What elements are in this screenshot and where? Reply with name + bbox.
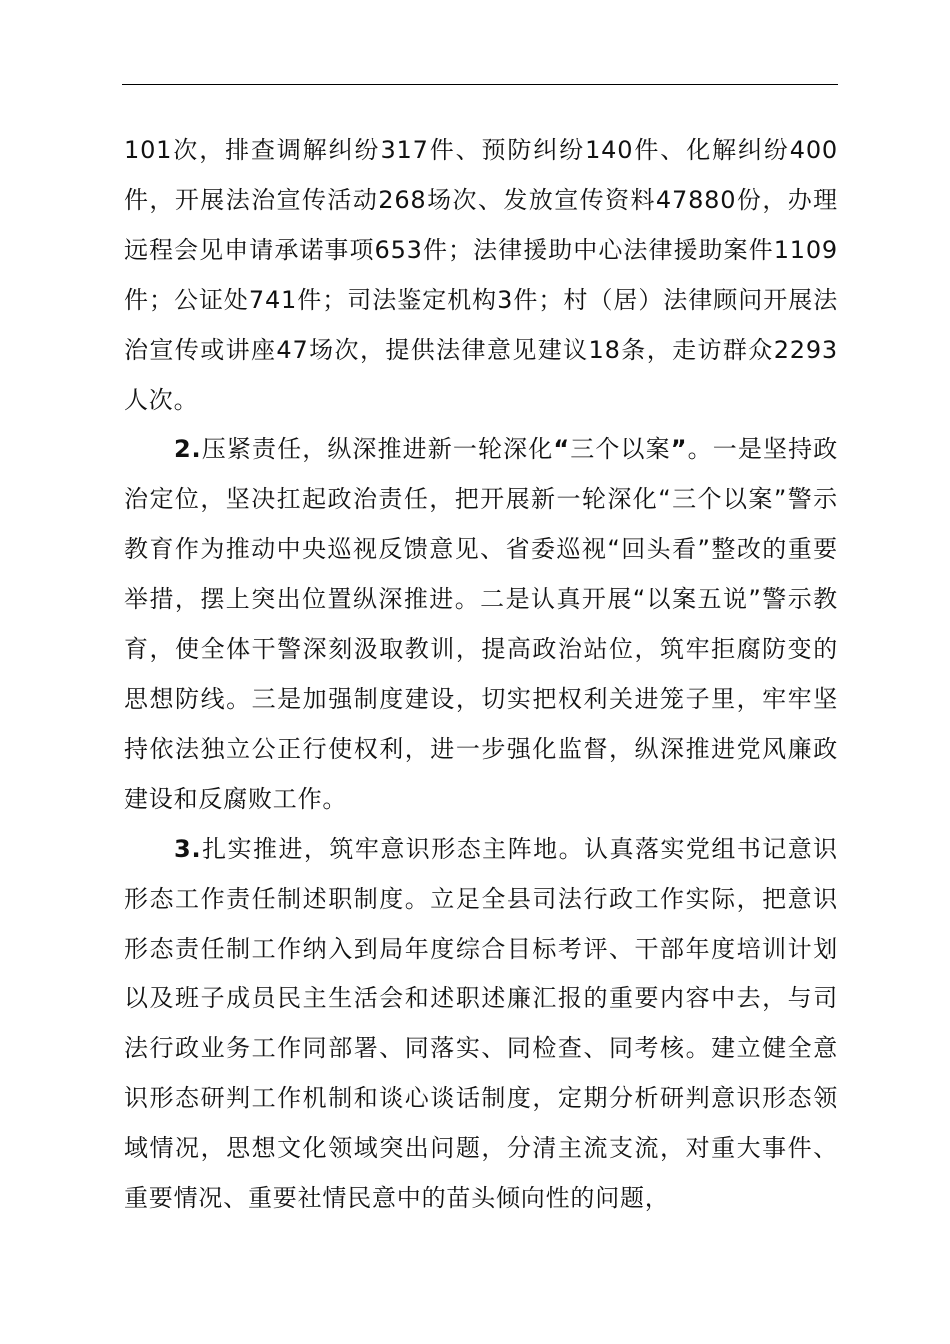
paragraph-3-heading: 扎实推进，筑牢意识形态主阵地 <box>201 834 559 863</box>
paragraph-2-quoted-term: 三个以案 <box>569 435 671 464</box>
paragraph-2-heading <box>201 435 687 463</box>
paragraph-2-open-quote: “ <box>553 435 570 464</box>
paragraph-3-body: 。认真落实党组书记意识形态工作责任制述职制度。立足全县司法行政工作实际，把意识形态责任制工作纳入到局年度综合目标考评、干部年度培训计划以及班子成员民主生活会和述职述廉汇报的重要内容中去，与司法行政业务工作同部署、同落实、同检查、同考核。建立健全意识形态研判工作机制和谈心谈话制度，定期分析研判意识形态领域情况，思想文化领域突出问题，分清主流支流，对重大事件、重要情况、重要社情民意中的苗头倾向性的问题， <box>124 834 838 1213</box>
header-rule <box>122 84 838 85</box>
paragraph-3 <box>124 825 838 1224</box>
paragraph-2-close-quote: ” <box>670 435 688 464</box>
paragraph-2 <box>124 425 838 824</box>
paragraph-2-number: 2. <box>174 435 202 464</box>
paragraph-1-text: 101次，排查调解纠纷317件、预防纠纷140件、化解纠纷400件，开展法治宣传活动268场次、发放宣传资料47880份，办理远程会见申请承诺事项653件；法律援助中心法律援助案件1109件；公证处741件；司法鉴定机构3件；村（居）法律顾问开展法治宣传或讲座47场次，提供法律意见建议18条，走访群众2293人次。 <box>124 136 838 414</box>
paragraph-3-number: 3. <box>174 834 202 863</box>
paragraph-2-body: 。一是坚持政治定位，坚决扛起政治责任，把开展新一轮深化“三个以案”警示教育作为推动中央巡视反馈意见、省委巡视“回头看”整改的重要举措，摆上突出位置纵深推进。二是认真开展“以案五说”警示教育，使全体干警深刻汲取教训，提高政治站位，筑牢拒腐防变的思想防线。三是加强制度建设，切实把权利关进笼子里，牢牢坚持依法独立公正行使权利，进一步强化监督，纵深推进党风廉政建设和反腐败工作。 <box>124 435 838 813</box>
paragraph-2-heading-text: 压紧责任，纵深推进新一轮深化 <box>201 435 554 464</box>
document-body <box>124 126 838 1224</box>
paragraph-1 <box>124 126 838 425</box>
